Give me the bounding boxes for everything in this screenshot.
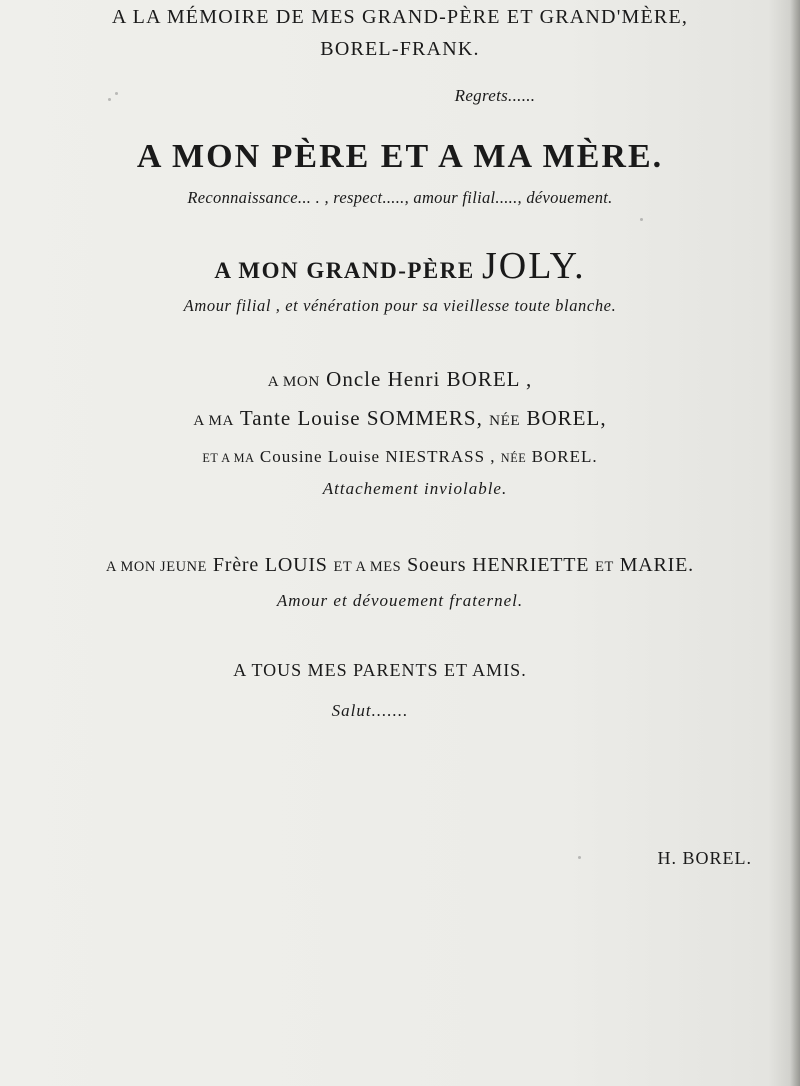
memory-dedication-names: BOREL-FRANK. (320, 38, 480, 60)
cousin-name: NIESTRASS , (385, 447, 496, 466)
cousin-title: Cousine Louise (259, 447, 381, 466)
paper-speck (578, 856, 581, 859)
aunt-maiden-name: BOREL, (526, 406, 607, 430)
siblings-sentiment: Amour et dévouement fraternel. (276, 591, 524, 610)
memory-dedication-line: A LA MÉMOIRE DE MES GRAND-PÈRE ET GRAND'MÈRE, (111, 6, 689, 28)
family-sentiment: Attachement inviolable. (322, 479, 508, 498)
cousin-nee: NÉE (500, 451, 527, 465)
aunt-name: SOMMERS, (366, 406, 483, 430)
sister-name-1: HENRIETTE (472, 554, 590, 576)
siblings-and: ET A MES (333, 559, 402, 575)
aunt-dedication (0, 406, 800, 431)
uncle-title: Oncle Henri (326, 367, 441, 391)
aunt-prefix: A MA (193, 413, 234, 429)
grandfather-sentiment: Amour filial , et vénération pour sa vieillesse toute blanche. (183, 296, 617, 315)
parents-dedication-title: A MON PÈRE ET A MA MÈRE. (136, 138, 664, 175)
aunt-title: Tante Louise (239, 406, 361, 430)
cousin-prefix: ET A MA (202, 451, 255, 465)
uncle-prefix: A MON (267, 374, 320, 390)
regrets-sentiment: Regrets...... (454, 86, 536, 105)
siblings-prefix: A MON JEUNE (106, 559, 207, 575)
uncle-dedication (0, 367, 800, 392)
uncle-name: BOREL , (446, 367, 533, 391)
cousin-dedication (0, 447, 800, 467)
sisters-title: Soeurs (407, 554, 467, 576)
sister-name-2: MARIE. (619, 554, 694, 576)
siblings-dedication (0, 554, 800, 577)
brother-title: Frère (212, 554, 260, 576)
parents-sentiment: Reconnaissance... . , respect....., amour filial....., dévouement. (187, 188, 613, 207)
all-sentiment: Salut....... (331, 701, 409, 720)
author-signature: H. BOREL. (657, 848, 752, 868)
aunt-nee: NÉE (489, 413, 521, 429)
all-dedication-title: A TOUS MES PARENTS ET AMIS. (233, 660, 527, 680)
grandfather-prefix: A MON GRAND-PÈRE (214, 258, 475, 283)
paper-speck (640, 218, 643, 221)
paper-speck (108, 98, 111, 101)
siblings-et: ET (595, 559, 614, 575)
grandfather-name: JOLY. (481, 245, 586, 287)
brother-name: LOUIS (264, 554, 328, 576)
grandfather-dedication (0, 244, 800, 288)
cousin-maiden-name: BOREL. (531, 447, 598, 466)
paper-speck (115, 92, 118, 95)
